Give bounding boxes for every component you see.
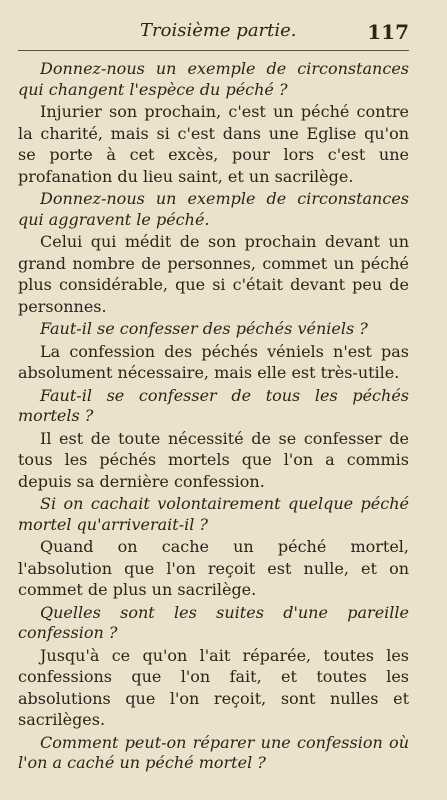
page-number: 117: [367, 20, 409, 44]
answer-text: Jusqu'à ce qu'on l'ait réparée, toutes les confessions que l'on fait, et toutes les absolutions que l'on reçoit, sont nulles et sacrilèges.: [18, 645, 409, 729]
qa-entry-1: [18, 59, 409, 187]
qa-entry-3: [18, 319, 409, 384]
qa-entry-4: [18, 386, 409, 493]
question-text: Comment peut-on réparer une confession où l'on a caché un péché mortel ?: [18, 732, 409, 772]
answer-text: Quand on cache un péché mortel, l'absolution que l'on reçoit est nulle, et on commet de plus un sacrilège.: [18, 537, 409, 599]
answer-text: Il est de toute nécessité de se confesser de tous les péchés mortels que l'on a commis depuis sa dernière confession.: [18, 428, 409, 491]
question-text: Si on cachait volontairement quelque péché mortel qu'arriverait-il ?: [18, 494, 409, 534]
question-text: Donnez-nous un exemple de circonstances qui changent l'espèce du péché ?: [18, 59, 409, 99]
qa-entry-2: [18, 189, 409, 317]
running-head: [18, 16, 409, 51]
running-title: Troisième partie.: [140, 20, 297, 41]
qa-entry-7: [18, 733, 409, 774]
question-text: Faut-il se confesser de tous les péchés mortels ?: [18, 385, 409, 425]
answer-text: Injurier son prochain, c'est un péché contre la charité, mais si c'est dans une Eglise qu'on se porte à cet excès, pour lors c'est une profanation du lieu saint, et un sacrilège.: [18, 102, 409, 186]
answer-text: Celui qui médit de son prochain devant un grand nombre de personnes, commet un péché plus considérable, que si c'était devant peu de personnes.: [18, 232, 409, 316]
answer-text: La confession des péchés véniels n'est pas absolument nécessaire, mais elle est très-utile.: [18, 341, 409, 382]
question-text: Quelles sont les suites d'une pareille confession ?: [18, 602, 409, 642]
qa-entry-6: [18, 603, 409, 731]
question-text: Faut-il se confesser des péchés véniels ?: [40, 319, 368, 338]
question-text: Donnez-nous un exemple de circonstances qui aggravent le péché.: [18, 189, 409, 229]
qa-entry-5: [18, 494, 409, 601]
